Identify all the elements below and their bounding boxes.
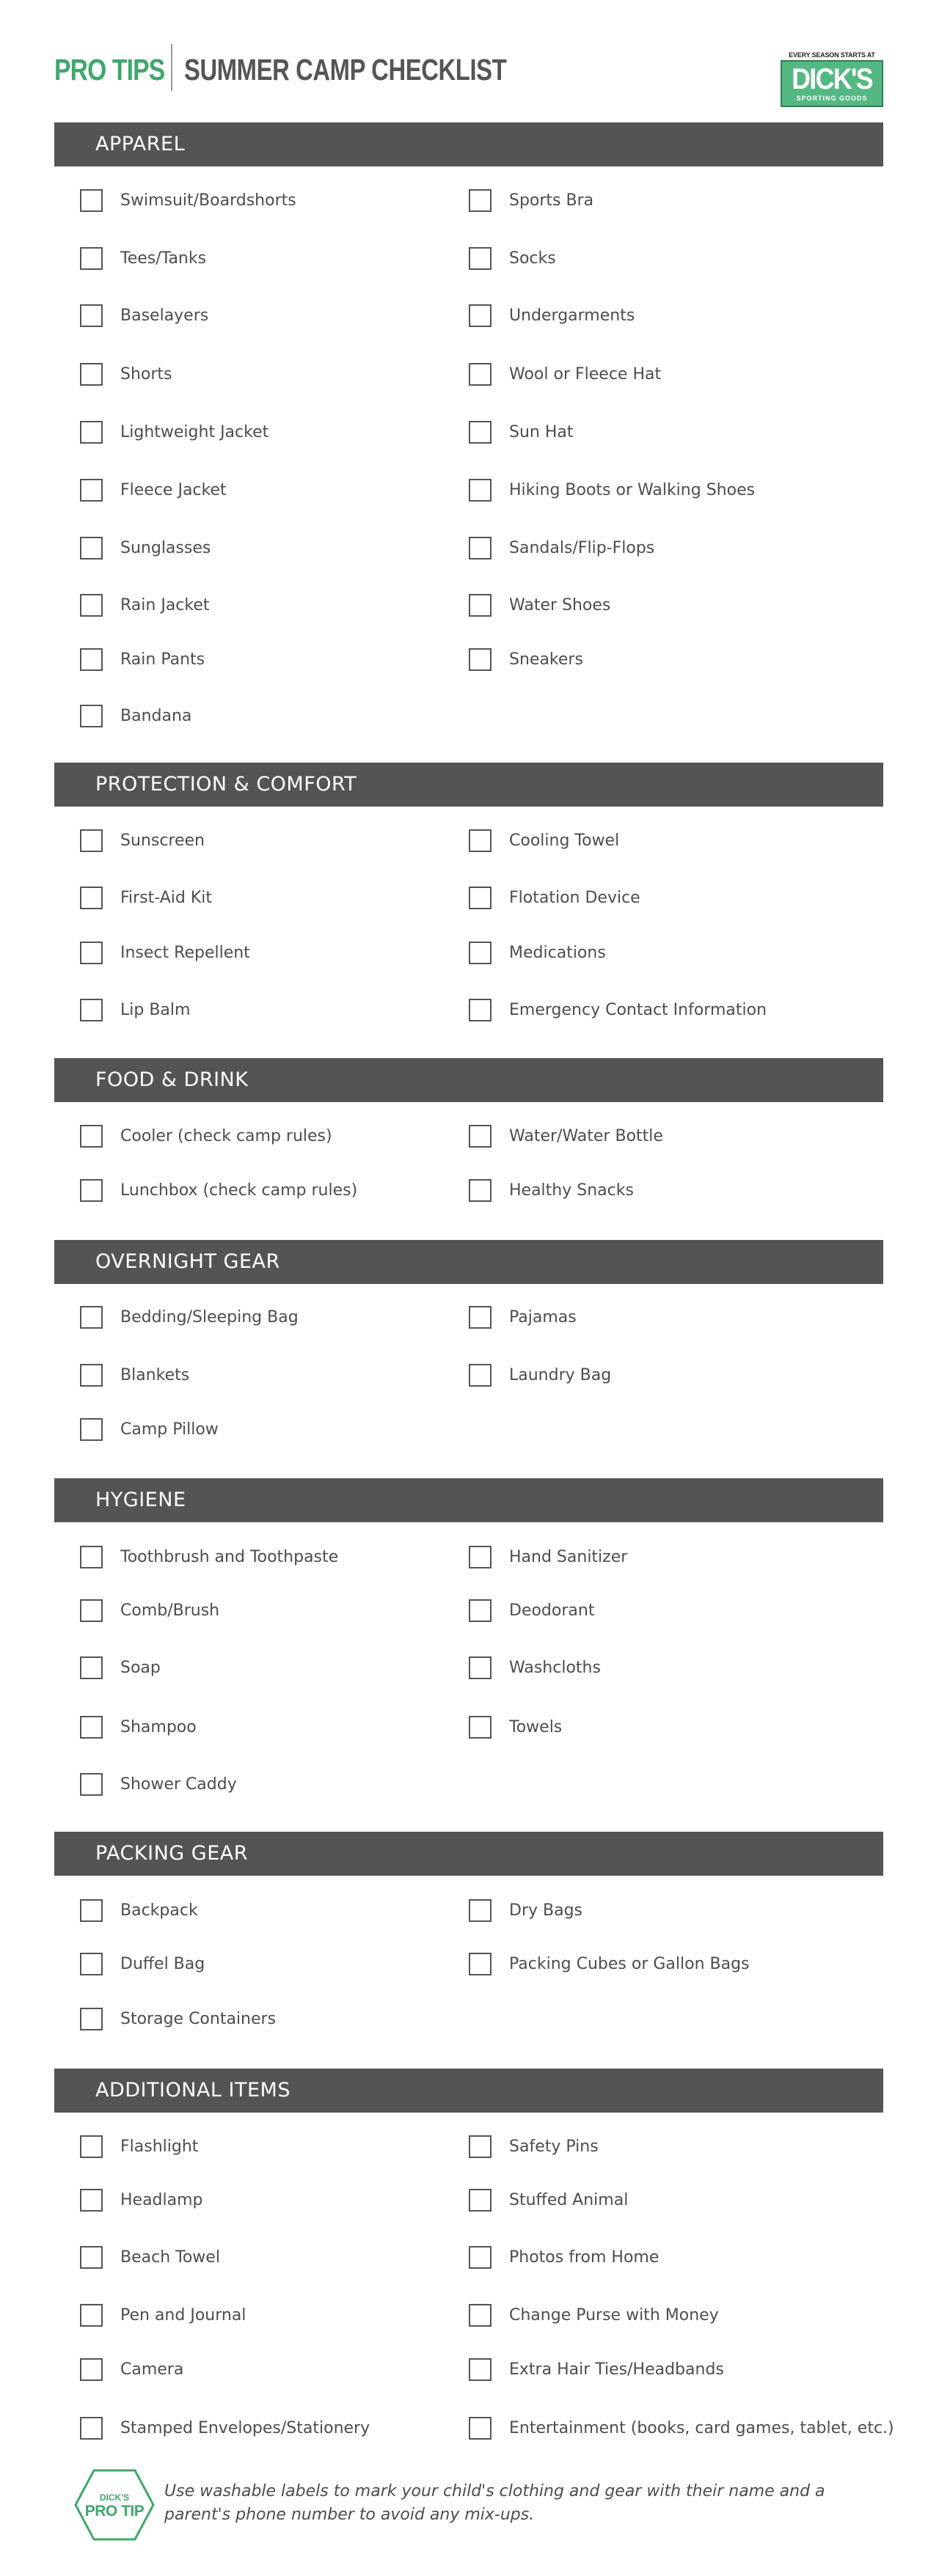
checklist-item-label: Flotation Device xyxy=(509,889,640,907)
checklist-item-label: Bedding/Sleeping Bag xyxy=(120,1308,299,1326)
section-header-packing-gear xyxy=(54,1832,883,1876)
checkbox[interactable] xyxy=(469,1546,492,1568)
checklist-item-label: Change Purse with Money xyxy=(509,2306,719,2324)
section-title: PROTECTION & COMFORT xyxy=(95,773,357,796)
logo-wordmark: DICK'S xyxy=(792,63,872,95)
checkbox[interactable] xyxy=(469,189,492,212)
checkbox[interactable] xyxy=(80,829,103,852)
checkbox[interactable] xyxy=(469,2135,492,2158)
checkbox[interactable] xyxy=(80,1899,103,1922)
checkbox[interactable] xyxy=(80,594,103,617)
checklist-item-label: Rain Jacket xyxy=(120,596,210,614)
checkbox[interactable] xyxy=(80,1418,103,1441)
checkbox[interactable] xyxy=(469,1179,492,1202)
checkbox[interactable] xyxy=(469,1306,492,1329)
checkbox[interactable] xyxy=(469,999,492,1021)
checkbox[interactable] xyxy=(469,2304,492,2327)
checklist-item-label: Pajamas xyxy=(509,1308,577,1326)
checkbox[interactable] xyxy=(469,2246,492,2269)
checklist-item-label: Shampoo xyxy=(120,1718,197,1736)
checkbox[interactable] xyxy=(80,2304,103,2327)
checklist-item-label: Toothbrush and Toothpaste xyxy=(120,1548,339,1566)
checklist-item-label: Water/Water Bottle xyxy=(509,1127,663,1145)
checklist-item-label: Storage Containers xyxy=(120,2010,277,2028)
checkbox[interactable] xyxy=(469,2417,492,2440)
checklist-item-label: Flashlight xyxy=(120,2138,199,2156)
checkbox[interactable] xyxy=(80,304,103,327)
pro-tip-badge-brand: DICK'S xyxy=(99,2492,130,2503)
checkbox[interactable] xyxy=(80,2189,103,2212)
checkbox[interactable] xyxy=(80,2135,103,2158)
checkbox[interactable] xyxy=(80,479,103,502)
checkbox[interactable] xyxy=(80,247,103,270)
checklist-item-label: Packing Cubes or Gallon Bags xyxy=(509,1955,750,1973)
checklist-item-label: Medications xyxy=(509,944,606,962)
checkbox[interactable] xyxy=(80,1716,103,1739)
checklist-item-label: Swimsuit/Boardshorts xyxy=(120,191,296,210)
pro-tip-badge-label: PRO TIP xyxy=(84,2503,145,2520)
pro-tip-text: Use washable labels to mark your child's clothing and gear with their name and a parent's phone number to avoid any mix-ups. xyxy=(164,2482,825,2524)
checklist-item-label: Rain Pants xyxy=(120,650,205,669)
checkbox[interactable] xyxy=(80,1599,103,1622)
checklist-item-label: Pen and Journal xyxy=(120,2306,246,2324)
section-header-overnight-gear xyxy=(54,1240,883,1284)
checkbox[interactable] xyxy=(469,421,492,444)
logo-box xyxy=(781,60,883,107)
checkbox[interactable] xyxy=(80,2358,103,2381)
checkbox[interactable] xyxy=(80,1179,103,1202)
checkbox[interactable] xyxy=(469,1364,492,1387)
checkbox[interactable] xyxy=(80,1125,103,1148)
checklist-item-label: Laundry Bag xyxy=(509,1366,612,1384)
checklist-item-label: Entertainment (books, card games, tablet, etc.) xyxy=(509,2419,894,2437)
checklist-item-label: Duffel Bag xyxy=(120,1955,205,1973)
checkbox[interactable] xyxy=(469,2358,492,2381)
checklist-item-label: Sneakers xyxy=(509,650,583,669)
checklist-item-label: Photos from Home xyxy=(509,2248,660,2267)
checkbox[interactable] xyxy=(469,1656,492,1679)
checklist-item-label: Backpack xyxy=(120,1901,198,1920)
checklist-item-label: Sunglasses xyxy=(120,539,211,557)
checklist-item-label: Extra Hair Ties/Headbands xyxy=(509,2360,724,2379)
checklist-item-label: Socks xyxy=(509,249,556,268)
checkbox[interactable] xyxy=(80,537,103,559)
page-title: SUMMER CAMP CHECKLIST xyxy=(184,53,507,87)
checklist-item-label: Sandals/Flip-Flops xyxy=(509,539,655,557)
checkbox[interactable] xyxy=(80,2417,103,2440)
checklist-item-label: Healthy Snacks xyxy=(509,1181,634,1200)
checklist-item-label: Water Shoes xyxy=(509,596,611,614)
checklist-item-label: Fleece Jacket xyxy=(120,481,227,499)
checkbox[interactable] xyxy=(469,1953,492,1975)
checkbox[interactable] xyxy=(469,829,492,852)
checkbox[interactable] xyxy=(80,1953,103,1975)
checkbox[interactable] xyxy=(469,887,492,909)
checklist-item-label: Lunchbox (check camp rules) xyxy=(120,1181,358,1200)
checkbox[interactable] xyxy=(469,479,492,502)
checkbox[interactable] xyxy=(469,304,492,327)
checklist-item-label: Tees/Tanks xyxy=(120,249,207,268)
section-title: FOOD & DRINK xyxy=(95,1068,249,1091)
checklist-item-label: Undergarments xyxy=(509,307,635,325)
checkbox[interactable] xyxy=(80,1546,103,1568)
checklist-item-label: Sun Hat xyxy=(509,423,574,441)
checklist-item-label: Camp Pillow xyxy=(120,1420,219,1439)
section-header-apparel xyxy=(54,122,883,166)
checkbox[interactable] xyxy=(80,363,103,386)
checklist-item-label: Baselayers xyxy=(120,307,209,325)
checkbox[interactable] xyxy=(80,887,103,909)
checklist-item-label: Emergency Contact Information xyxy=(509,1001,767,1019)
checkbox[interactable] xyxy=(469,2189,492,2212)
checklist-item-label: Shower Caddy xyxy=(120,1775,237,1794)
checkbox[interactable] xyxy=(469,1599,492,1622)
checkbox[interactable] xyxy=(469,1125,492,1148)
checkbox[interactable] xyxy=(469,648,492,671)
checklist-item-label: Bandana xyxy=(120,707,192,725)
checklist-item-label: Wool or Fleece Hat xyxy=(509,365,662,384)
checklist-item-label: Headlamp xyxy=(120,2191,203,2209)
section-header-additional-items xyxy=(54,2069,883,2113)
section-header-hygiene xyxy=(54,1478,883,1522)
checkbox[interactable] xyxy=(469,363,492,386)
checklist-item-label: Towels xyxy=(509,1718,563,1736)
checkbox[interactable] xyxy=(80,2246,103,2269)
dicks-logo xyxy=(781,51,883,107)
checklist-item-label: First-Aid Kit xyxy=(120,889,213,907)
checkbox[interactable] xyxy=(80,999,103,1021)
section-title: OVERNIGHT GEAR xyxy=(95,1250,280,1273)
checklist-item-label: Safety Pins xyxy=(509,2138,599,2156)
checklist-item-label: Soap xyxy=(120,1659,161,1677)
checklist-item-label: Comb/Brush xyxy=(120,1601,220,1620)
checkbox[interactable] xyxy=(469,247,492,270)
checklist-item-label: Sports Bra xyxy=(509,191,594,210)
checklist-item-label: Shorts xyxy=(120,365,172,384)
checkbox[interactable] xyxy=(469,594,492,617)
section-header-protection-comfort xyxy=(54,763,883,807)
pro-tip-badge xyxy=(73,2468,156,2542)
checklist-item-label: Deodorant xyxy=(509,1601,595,1620)
checkbox[interactable] xyxy=(80,1364,103,1387)
logo-tagline: EVERY SEASON STARTS AT xyxy=(789,51,875,59)
checkbox[interactable] xyxy=(469,1899,492,1922)
checklist-item-label: Stamped Envelopes/Stationery xyxy=(120,2419,370,2437)
checkbox[interactable] xyxy=(80,648,103,671)
checklist-item-label: Cooler (check camp rules) xyxy=(120,1127,332,1145)
checklist-item-label: Lip Balm xyxy=(120,1001,191,1019)
section-title: HYGIENE xyxy=(95,1489,186,1511)
section-title: PACKING GEAR xyxy=(95,1842,248,1865)
checkbox[interactable] xyxy=(80,942,103,964)
checklist-item-label: Beach Towel xyxy=(120,2248,220,2267)
checkbox[interactable] xyxy=(469,537,492,559)
checkbox[interactable] xyxy=(80,705,103,727)
checkbox[interactable] xyxy=(80,189,103,212)
section-title: APPAREL xyxy=(95,133,186,155)
checklist-item-label: Washcloths xyxy=(509,1659,601,1677)
checkbox[interactable] xyxy=(80,2008,103,2030)
header-divider xyxy=(171,44,172,91)
checkbox[interactable] xyxy=(80,1656,103,1679)
checklist-item-label: Hiking Boots or Walking Shoes xyxy=(509,481,756,499)
section-title: ADDITIONAL ITEMS xyxy=(95,2079,291,2102)
checklist-item-label: Dry Bags xyxy=(509,1901,582,1920)
checkbox[interactable] xyxy=(80,1773,103,1796)
page-header xyxy=(0,0,939,125)
logo-subtitle: SPORTING GOODS xyxy=(796,95,868,102)
checklist-item-label: Hand Sanitizer xyxy=(509,1548,628,1566)
checkbox[interactable] xyxy=(80,1306,103,1329)
checkbox[interactable] xyxy=(469,1716,492,1739)
checklist-item-label: Camera xyxy=(120,2360,184,2379)
section-header-food-drink xyxy=(54,1058,883,1102)
checklist-item-label: Cooling Towel xyxy=(509,832,620,850)
checkbox[interactable] xyxy=(469,942,492,964)
checklist-item-label: Sunscreen xyxy=(120,832,205,850)
checklist-item-label: Blankets xyxy=(120,1366,190,1384)
checklist-item-label: Insect Repellent xyxy=(120,944,250,962)
pro-tip xyxy=(73,2468,880,2549)
checklist-item-label: Lightweight Jacket xyxy=(120,423,269,441)
pro-tips-brand: PRO TIPS xyxy=(54,53,165,87)
checkbox[interactable] xyxy=(80,421,103,444)
checklist-item-label: Stuffed Animal xyxy=(509,2191,629,2209)
